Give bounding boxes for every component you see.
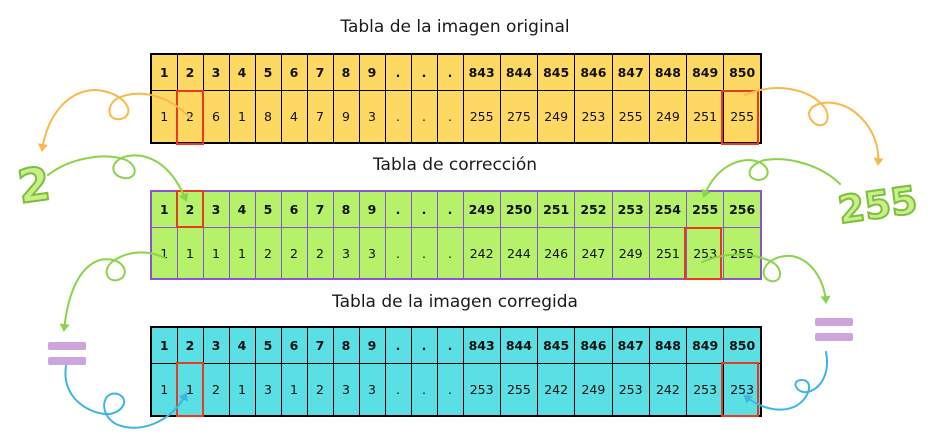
original-header-cell: 846 (575, 54, 612, 91)
original-value-cell: 9 (333, 91, 359, 144)
correction-value-cell: 255 (724, 228, 761, 280)
correction-header-cell: 5 (255, 191, 281, 228)
correction-header-cell: 1 (151, 191, 177, 228)
correction-value-cell: 246 (538, 228, 575, 280)
original-image-table (150, 53, 762, 144)
corrected-value-cell: 1 (151, 364, 177, 417)
corrected-value-cell: 3 (359, 364, 385, 417)
original-header-cell: 7 (307, 54, 333, 91)
original-header-row (151, 54, 761, 91)
correction-header-cell: 256 (724, 191, 761, 228)
correction-value-cell: 1 (151, 228, 177, 280)
original-header-cell: 844 (500, 54, 537, 91)
correction-value-cell: 1 (203, 228, 229, 280)
original-value-cell: . (437, 91, 463, 144)
corrected-value-cell: 255 (500, 364, 537, 417)
original-value-cell: 255 (463, 91, 500, 144)
correction-header-cell: 249 (463, 191, 500, 228)
correction-header-cell: 253 (612, 191, 649, 228)
corrected-value-cell: 253 (687, 364, 724, 417)
correction-value-cell: 2 (255, 228, 281, 280)
original-value-cell: 1 (229, 91, 255, 144)
original-header-cell: 850 (724, 54, 761, 91)
corrected-header-cell: 847 (612, 327, 649, 364)
corrected-header-cell: 2 (177, 327, 203, 364)
original-value-cell: 255 (724, 91, 761, 144)
original-header-cell: 2 (177, 54, 203, 91)
title-correction-table: Tabla de corrección (372, 155, 538, 175)
original-value-cell: 253 (575, 91, 612, 144)
original-header-cell: . (385, 54, 411, 91)
corrected-header-cell: 7 (307, 327, 333, 364)
original-header-cell: 6 (281, 54, 307, 91)
original-header-cell: 847 (612, 54, 649, 91)
correction-header-cell: 3 (203, 191, 229, 228)
corrected-header-cell: 849 (687, 327, 724, 364)
correction-value-cell: 2 (307, 228, 333, 280)
corrected-header-cell: 850 (724, 327, 761, 364)
corrected-header-cell: 845 (538, 327, 575, 364)
correction-header-cell: 251 (538, 191, 575, 228)
correction-value-cell: . (385, 228, 411, 280)
corrected-header-cell: 1 (151, 327, 177, 364)
corrected-value-cell: 253 (724, 364, 761, 417)
correction-value-cell: . (411, 228, 437, 280)
arrow-orange-right (745, 88, 878, 164)
original-value-cell: . (411, 91, 437, 144)
corrected-value-cell: 242 (538, 364, 575, 417)
correction-header-cell: 255 (687, 191, 724, 228)
corrected-value-cell: 253 (463, 364, 500, 417)
original-value-cell: 275 (500, 91, 537, 144)
correction-header-cell: 250 (500, 191, 537, 228)
corrected-header-row (151, 327, 761, 364)
original-value-cell: 1 (151, 91, 177, 144)
original-value-cell: 4 (281, 91, 307, 144)
correction-header-cell: 252 (575, 191, 612, 228)
corrected-value-cell: 242 (649, 364, 686, 417)
corrected-header-cell: 9 (359, 327, 385, 364)
correction-value-cell: 3 (359, 228, 385, 280)
corrected-header-cell: . (385, 327, 411, 364)
correction-header-cell: 6 (281, 191, 307, 228)
original-header-cell: 5 (255, 54, 281, 91)
correction-value-cell: . (437, 228, 463, 280)
corrected-value-cell: 1 (281, 364, 307, 417)
correction-value-cell: 249 (612, 228, 649, 280)
correction-header-cell: . (411, 191, 437, 228)
correction-value-cell: 251 (649, 228, 686, 280)
original-header-cell: 848 (649, 54, 686, 91)
original-header-cell: 9 (359, 54, 385, 91)
original-value-cell: 251 (687, 91, 724, 144)
original-header-cell: . (437, 54, 463, 91)
corrected-value-cell: 1 (177, 364, 203, 417)
corrected-header-cell: 843 (463, 327, 500, 364)
correction-value-cell: 1 (229, 228, 255, 280)
original-value-cell: 255 (612, 91, 649, 144)
corrected-header-cell: . (411, 327, 437, 364)
correction-value-cell: 247 (575, 228, 612, 280)
corrected-value-cell: . (437, 364, 463, 417)
correction-header-cell: 254 (649, 191, 686, 228)
correction-value-cell: 242 (463, 228, 500, 280)
original-value-cell: 2 (177, 91, 203, 144)
correction-value-cell: 244 (500, 228, 537, 280)
correction-header-cell: 4 (229, 191, 255, 228)
title-corrected-table: Tabla de la imagen corregida (332, 292, 578, 312)
corrected-header-cell: 4 (229, 327, 255, 364)
original-header-cell: 8 (333, 54, 359, 91)
original-header-cell: 1 (151, 54, 177, 91)
corrected-header-cell: . (437, 327, 463, 364)
corrected-value-cell: 3 (255, 364, 281, 417)
equals-sign-right (815, 318, 853, 348)
corrected-value-cell: . (385, 364, 411, 417)
corrected-header-cell: 5 (255, 327, 281, 364)
corrected-header-cell: 844 (500, 327, 537, 364)
callout-value-2: 2 (14, 156, 54, 214)
corrected-header-cell: 8 (333, 327, 359, 364)
correction-value-cell: 1 (177, 228, 203, 280)
corrected-value-cell: 253 (612, 364, 649, 417)
original-header-cell: 3 (203, 54, 229, 91)
correction-value-cell: 2 (281, 228, 307, 280)
title-original-table: Tabla de la imagen original (340, 17, 570, 37)
correction-header-row (151, 191, 761, 228)
corrected-value-cell: 1 (229, 364, 255, 417)
corrected-image-table (150, 326, 762, 417)
corrected-value-cell: . (411, 364, 437, 417)
corrected-values-row (151, 364, 761, 417)
corrected-header-cell: 848 (649, 327, 686, 364)
original-value-cell: 7 (307, 91, 333, 144)
original-value-cell: 249 (538, 91, 575, 144)
original-header-cell: . (411, 54, 437, 91)
corrected-header-cell: 846 (575, 327, 612, 364)
original-header-cell: 4 (229, 54, 255, 91)
correction-header-cell: . (385, 191, 411, 228)
corrected-header-cell: 3 (203, 327, 229, 364)
correction-values-row (151, 228, 761, 280)
corrected-value-cell: 2 (307, 364, 333, 417)
correction-header-cell: 7 (307, 191, 333, 228)
original-header-cell: 845 (538, 54, 575, 91)
original-value-cell: 6 (203, 91, 229, 144)
original-value-cell: 3 (359, 91, 385, 144)
original-header-cell: 843 (463, 54, 500, 91)
correction-header-cell: 2 (177, 191, 203, 228)
original-value-cell: 249 (649, 91, 686, 144)
original-header-cell: 849 (687, 54, 724, 91)
original-value-cell: 8 (255, 91, 281, 144)
original-values-row (151, 91, 761, 144)
correction-value-cell: 253 (687, 228, 724, 280)
correction-value-cell: 3 (333, 228, 359, 280)
correction-header-cell: 9 (359, 191, 385, 228)
callout-value-255: 255 (835, 177, 921, 233)
correction-table (150, 190, 762, 280)
corrected-value-cell: 249 (575, 364, 612, 417)
correction-header-cell: 8 (333, 191, 359, 228)
correction-header-cell: . (437, 191, 463, 228)
original-value-cell: . (385, 91, 411, 144)
equals-sign-left (48, 342, 86, 372)
corrected-value-cell: 2 (203, 364, 229, 417)
corrected-value-cell: 3 (333, 364, 359, 417)
corrected-header-cell: 6 (281, 327, 307, 364)
